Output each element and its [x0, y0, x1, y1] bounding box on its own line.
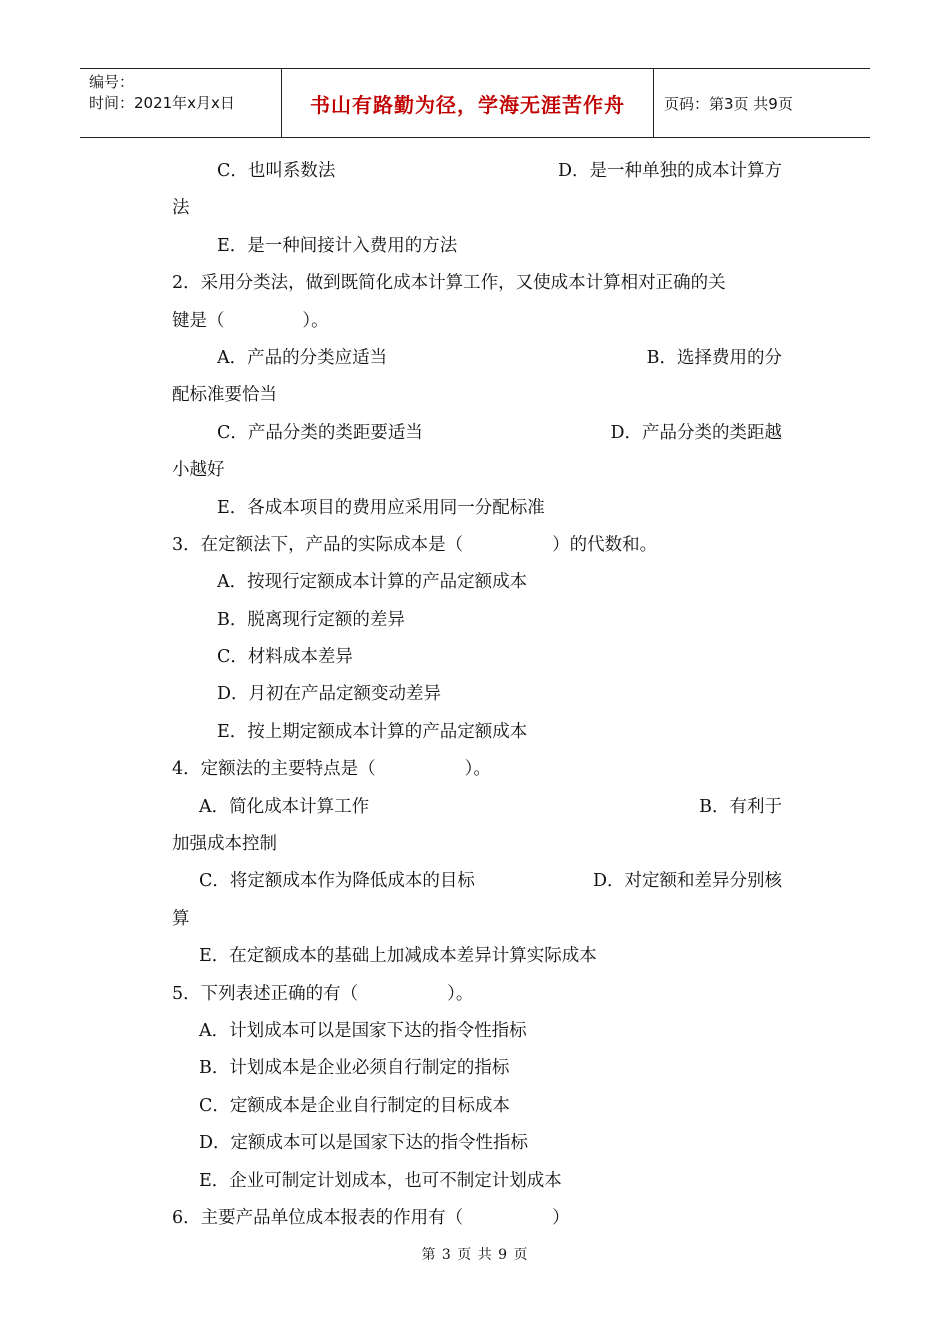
option-a: A．简化成本计算工作: [199, 796, 370, 817]
option-e: E．按上期定额成本计算的产品定额成本: [217, 721, 528, 742]
page-header: [80, 68, 870, 138]
option-b: B．选择费用的分: [646, 347, 782, 368]
option-e: E．是一种间接计入费用的方法: [217, 235, 458, 256]
option-c: C．也叫系数法: [217, 161, 336, 181]
option-d: D．定额成本可以是国家下达的指令性指标: [199, 1133, 529, 1154]
text-line: [172, 153, 782, 190]
question-6: 6．主要产品单位成本报表的作用有（ ）: [172, 1207, 570, 1228]
option-b: B．计划成本是企业必须自行制定的指标: [199, 1058, 510, 1079]
document-body: [172, 153, 782, 1237]
text-line: 加强成本控制: [172, 834, 277, 855]
option-d: D．月初在产品定额变动差异: [217, 684, 442, 705]
option-d: D．是一种单独的成本计算方: [557, 161, 782, 181]
question-2: 2．采用分类法，做到既简化成本计算工作，又使成本计算相对正确的关: [172, 273, 726, 294]
question-5: 5．下列表述正确的有（ ）。: [172, 983, 474, 1004]
number-label: 编号：: [89, 73, 135, 91]
header-motto: 书山有路勤为径，学海无涯苦作舟: [282, 69, 654, 137]
header-meta-cell: [80, 69, 282, 137]
option-a: A．产品的分类应适当: [217, 347, 388, 368]
text-line: 配标准要恰当: [172, 385, 277, 406]
text-line: [172, 415, 782, 452]
header-page-label: 页码：第3页 共9页: [664, 94, 793, 113]
text-line: 小越好: [172, 460, 225, 481]
option-e: E．各成本项目的费用应采用同一分配标准: [217, 497, 545, 518]
question-4: 4．定额法的主要特点是（ ）。: [172, 759, 491, 780]
text-line: [172, 863, 782, 900]
option-c: C．材料成本差异: [217, 647, 353, 668]
text-line: 键是（ ）。: [172, 310, 329, 331]
option-d: D．对定额和差异分别核: [592, 871, 782, 892]
option-c: C．产品分类的类距要适当: [217, 422, 423, 443]
text-line: 算: [172, 908, 190, 929]
option-c: C．将定额成本作为降低成本的目标: [199, 871, 475, 892]
option-c: C．定额成本是企业自行制定的目标成本: [199, 1095, 510, 1116]
option-e: E．在定额成本的基础上加减成本差异计算实际成本: [199, 946, 597, 967]
page-footer: 第 3 页 共 9 页: [421, 1247, 529, 1263]
option-a: A．计划成本可以是国家下达的指令性指标: [199, 1020, 527, 1041]
option-d: D．产品分类的类距越: [610, 422, 782, 443]
option-e: E．企业可制定计划成本，也可不制定计划成本: [199, 1170, 562, 1191]
option-b: B．脱离现行定额的差异: [217, 609, 405, 630]
time-label: 时间：2021年x月x日: [89, 94, 235, 112]
option-b: B．有利于: [699, 796, 782, 817]
option-a: A．按现行定额成本计算的产品定额成本: [217, 572, 528, 593]
question-3: 3．在定额法下，产品的实际成本是（ ）的代数和。: [172, 534, 658, 555]
text-line: 法: [172, 198, 190, 219]
text-line: [172, 789, 782, 826]
text-line: [172, 340, 782, 377]
